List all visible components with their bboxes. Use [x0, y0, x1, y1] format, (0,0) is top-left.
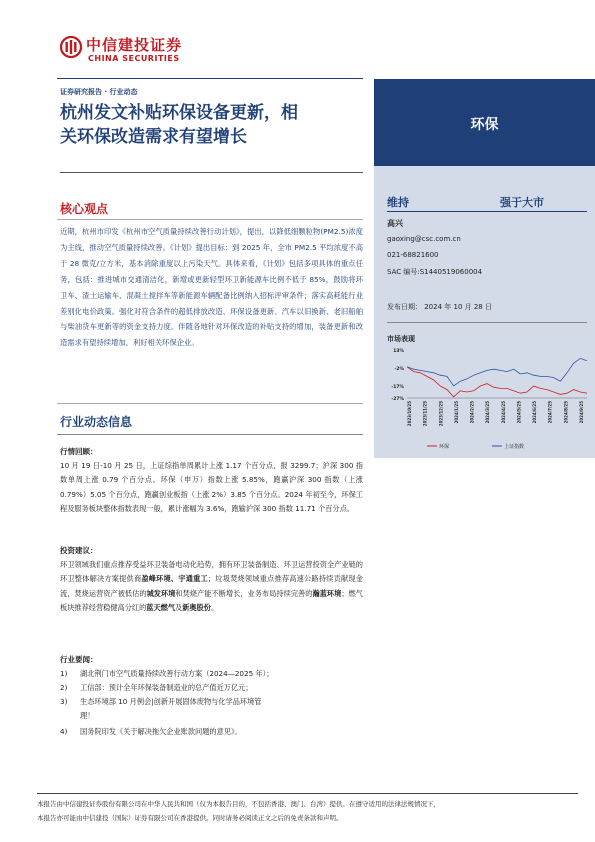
title-underline [60, 172, 363, 173]
report-title-line: 关环保改造需求有望增长 [60, 127, 247, 147]
market-review-heading: 行情回顾： [60, 447, 98, 456]
brand-name-cn: 中信建投证券 [86, 36, 183, 54]
analyst-name: 高兴 [387, 219, 403, 228]
news-number: 4) [60, 727, 68, 736]
x-tick-label: 2023/11/25 [422, 401, 428, 427]
news-item [60, 709, 370, 723]
series-line-环保 [407, 367, 587, 397]
publish-date: 发布日期： 2024 年 10 月 28 日 [387, 303, 492, 311]
advice-text: ；垃圾焚烧领域重点推荐高速公路持续贡献现金流，焚烧运营资产被低估的 [60, 574, 363, 598]
news-item [60, 681, 370, 695]
advice-stock-highlight: 盈峰环境、宇通重工 [141, 574, 208, 584]
x-tick-label: 2024/2/25 [469, 401, 475, 424]
x-tick-label: 2023/12/25 [438, 401, 444, 427]
x-tick-label: 2024/5/25 [516, 401, 522, 424]
investment-advice-text [60, 558, 363, 615]
news-text: 生态环境部 10 月例会|创新开展固体废物与化学品环境管 [80, 697, 262, 706]
news-number: 1) [60, 669, 68, 678]
news-item [60, 725, 370, 739]
section-divider [57, 403, 363, 404]
news-item [60, 695, 370, 709]
x-tick-label: 2024/3/25 [485, 401, 491, 424]
news-item [60, 667, 370, 681]
core-view-text: 近期，杭州市印发《杭州市空气质量持续改善行动计划》，提出，以降低细颗粒物(PM2.5)浓度为主线，推动空气质量持续改善。《计划》提出目标：到 2025 年，全市 PM2.5 平均浓度不高于 28 微克/立方米，基本消除重度以上污染天气。具体来看，《计划》包括多项具体的重点任务，包括：推进城市交通清洁化，新增或更新轻型环卫新能源车比例不低于 85%，鼓励将环卫车、渣土运输车、混凝土搅拌车等新能源车辆配备比例纳入招标评审条件；落实高耗能行业差别化电价政策。强化对符合条件的超低排放改造、环保设备更新、汽车以旧换新、老旧船舶与柴油货车更新等的资金支持力度。伴随各地针对环保改造的补贴支持的增加，装备更新和改造需求有望持续增加，利好相关环保企业。 [60, 227, 363, 348]
legend-label: 上证指数 [504, 444, 525, 450]
investment-advice-heading: 投资建议： [60, 546, 98, 555]
series-line-上证指数 [407, 358, 587, 386]
x-tick-label: 2024/6/25 [532, 401, 538, 424]
footer-divider [37, 793, 578, 794]
y-tick-label: -27% [391, 397, 404, 402]
legend-label: 环保 [439, 444, 450, 450]
y-tick-label: 13% [393, 349, 404, 354]
y-tick-label: -17% [391, 385, 404, 390]
header-divider [57, 78, 363, 79]
date-divider [387, 322, 587, 323]
industry-dynamics-heading: 行业动态信息 [60, 415, 133, 429]
news-text: 理！ [80, 711, 95, 720]
disclaimer-line: 本报告由中信建投证券股份有限公司在中华人民共和国（仅为本报告目的，不包括香港、澳门、台湾）提供。在遵守适用的法律法规情况下， [37, 800, 440, 808]
advice-stock-highlight: 瀚蓝环境 [312, 588, 342, 598]
disclaimer-line: 本报告亦可能由中信建投（国际）证券有限公司在香港提供。同时请务必阅读正文之后的免责条款和声明。 [37, 813, 343, 822]
news-number: 2) [60, 683, 68, 692]
market-performance-title: 市场表现 [387, 335, 415, 343]
analyst-email: gaoxing@csc.com.cn [387, 235, 461, 243]
news-text: 国务院印发《关于解决拖欠企业账款问题的意见》。 [80, 727, 242, 736]
news-number: 3) [60, 697, 68, 706]
advice-text: 及 [175, 602, 183, 612]
rating-divider [387, 211, 587, 212]
news-text: 工信部：预计全年环保装备制造业的总产值近万亿元； [80, 683, 253, 692]
advice-stock-highlight: 新奥股份 [182, 602, 211, 612]
industry-news-heading: 行业要闻： [60, 655, 98, 664]
x-tick-label: 2024/7/25 [547, 401, 553, 424]
brand-name-en: CHINA SECURITIES [88, 54, 180, 63]
section-divider [57, 434, 363, 435]
advice-stock-highlight: 城发环境 [146, 588, 176, 598]
advice-stock-highlight: 蓝天燃气 [146, 602, 176, 612]
x-tick-label: 2024/4/25 [500, 401, 506, 424]
breadcrumb: 证券研究报告 · 行业动态 [60, 88, 138, 96]
market-review-text: 10 月 19 日-10 月 25 日，上证综指单周累计上涨 1.17 个百分点，报 3299.7；沪深 300 指数单周上涨 0.79 个百分点。环保（申万）指数上涨 5.85%，跑赢沪深 300 指数（上涨 0.79%）5.05 个百分点，跑赢创业板指（上涨 2%）3.85 个百分点。2024 年初至今，环保工程及服务板块整体指数表现一般，累计涨幅为 3.6%，跑输沪深 300 指数 11.71 个百分点。 [60, 461, 363, 513]
advice-text: 和焚烧产能不断增长，业务布局持续完善的 [175, 588, 313, 598]
rating-value: 强于大市 [500, 196, 544, 209]
advice-text: 环卫领域我们重点推荐受益环卫装备电动化趋势，拥有环卫装备制造、环卫运营投资全产业链的环卫整体解决方案提供商 [60, 560, 363, 584]
section-divider [57, 219, 363, 220]
report-title [60, 101, 360, 149]
report-title-line: 杭州发文补贴环保设备更新，相 [60, 103, 298, 123]
advice-text: 。 [211, 602, 219, 612]
news-text: 湖北荆门市空气质量持续改善行动方案（2024—2025 年）； [80, 669, 274, 678]
analyst-sac-number: SAC 编号:S1440519060004 [387, 268, 483, 276]
advice-text: ；燃气板块推荐经营稳健高分红的 [60, 588, 363, 612]
core-view-heading: 核心观点 [60, 202, 109, 216]
x-tick-label: 2024/8/25 [563, 401, 569, 424]
market-performance-chart [387, 346, 592, 458]
sector-name: 环保 [470, 117, 499, 133]
x-tick-label: 2024/9/25 [579, 401, 584, 424]
x-tick-label: 2023/10/25 [407, 401, 412, 427]
disclaimer-footer [37, 798, 578, 825]
csc-logo-icon [60, 36, 82, 58]
x-tick-label: 2024/1/25 [453, 401, 459, 424]
analyst-phone: 021-68821600 [387, 251, 439, 259]
y-tick-label: -2% [394, 367, 404, 372]
rating-action: 维持 [387, 196, 409, 209]
